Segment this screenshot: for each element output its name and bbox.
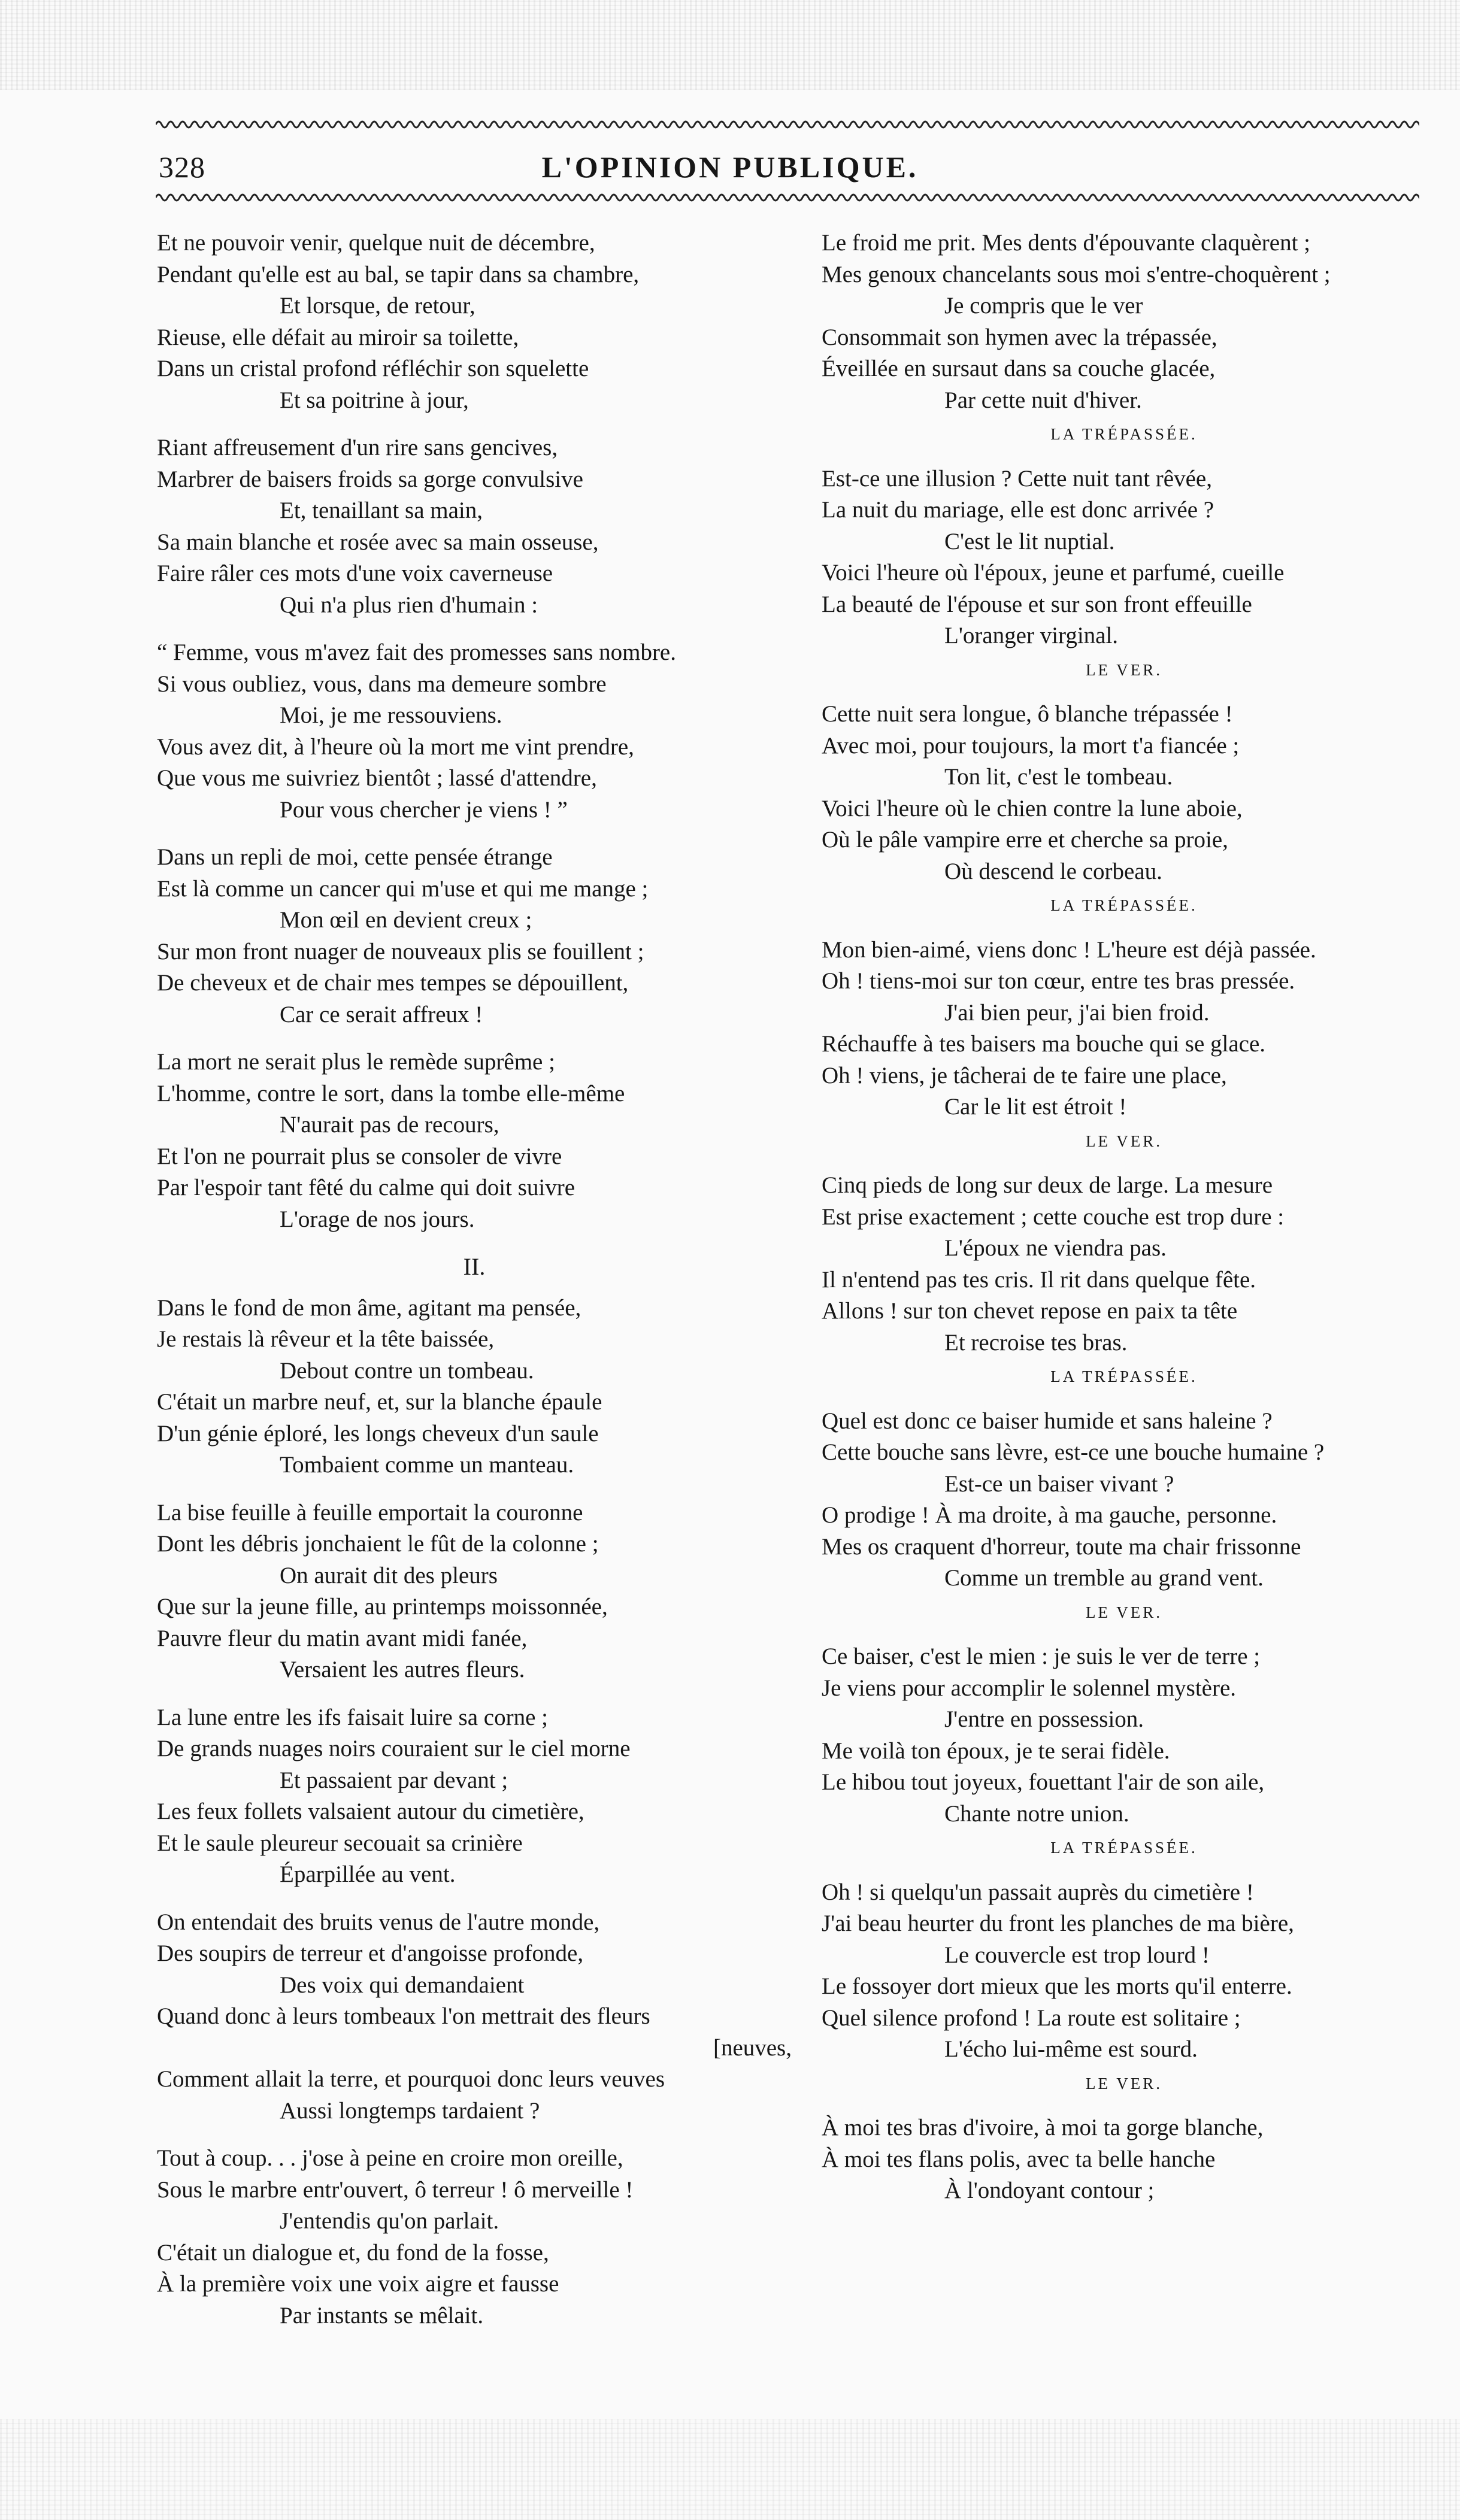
verse-line: Je viens pour accomplir le solennel mystère. [822, 1675, 1237, 1701]
verse-line: D'un génie éploré, les longs cheveux d'un saule [157, 1420, 599, 1447]
stanza [157, 1702, 792, 1891]
verse-line: Sur mon front nuager de nouveaux plis se fouillent ; [157, 938, 644, 965]
speaker-heading: LE VER. [1086, 1603, 1162, 1621]
header-wavy-rule-top [156, 117, 1419, 132]
verse-line: Allons ! sur ton chevet repose en paix ta tête [822, 1298, 1238, 1324]
stanza [822, 1877, 1426, 2066]
verse-line: Comment allait la terre, et pourquoi donc leurs veuves [157, 2066, 665, 2092]
verse-line: Rieuse, elle défait au miroir sa toilette, [157, 324, 519, 350]
verse-line: Voici l'heure où le chien contre la lune aboie, [822, 795, 1243, 821]
stanza [157, 432, 792, 621]
stanza [157, 228, 792, 416]
verse-line: Éveillée en sursaut dans sa couche glacée, [822, 356, 1216, 381]
verse-line: La bise feuille à feuille emportait la couronne [157, 1499, 583, 1526]
verse-line: Et sa poitrine à jour, [280, 387, 469, 413]
speaker-heading: LE VER. [1086, 660, 1162, 679]
verse-line: À la première voix une voix aigre et fausse [157, 2271, 559, 2297]
verse-line: Quel est donc ce baiser humide et sans haleine ? [822, 1408, 1273, 1434]
verse-line: Où descend le corbeau. [944, 858, 1162, 884]
verse-line: Dont les débris jonchaient le fût de la colonne ; [157, 1531, 599, 1557]
verse-line: Qui n'a plus rien d'humain : [280, 592, 538, 618]
verse-line: Mon bien-aimé, viens donc ! L'heure est déjà passée. [822, 936, 1316, 963]
verse-line: Dans un repli de moi, cette pensée étrange [157, 844, 553, 870]
stanza [157, 1907, 792, 2127]
verse-line: O prodige ! À ma droite, à ma gauche, personne. [822, 1502, 1277, 1528]
verse-line: Des soupirs de terreur et d'angoisse profonde, [157, 1940, 584, 1966]
verse-line: Sous le marbre entr'ouvert, ô terreur ! ô merveille ! [157, 2176, 634, 2203]
header-wavy-rule-bottom [156, 190, 1419, 205]
verse-line: Oh ! viens, je tâcherai de te faire une place, [822, 1062, 1227, 1088]
stanza [157, 2143, 792, 2331]
verse-line: Le froid me prit. Mes dents d'épouvante claquèrent ; [822, 230, 1311, 256]
verse-line: Me voilà ton époux, je te serai fidèle. [822, 1737, 1170, 1764]
verse-line: L'homme, contre le sort, dans la tombe elle-même [157, 1080, 625, 1106]
poem-column-right [822, 228, 1426, 2223]
page-number: 328 [159, 150, 205, 184]
verse-line: Cette bouche sans lèvre, est-ce une bouche humaine ? [822, 1439, 1325, 1465]
verse-line: Voici l'heure où l'époux, jeune et parfumé, cueille [822, 560, 1285, 586]
verse-line: Debout contre un tombeau. [280, 1357, 534, 1384]
verse-line: Aussi longtemps tardaient ? [280, 2097, 540, 2124]
verse-line: Avec moi, pour toujours, la mort t'a fiancée ; [822, 732, 1240, 759]
verse-line: Que vous me suivriez bientôt ; lassé d'attendre, [157, 765, 597, 791]
verse-line: Car le lit est étroit ! [944, 1094, 1127, 1120]
verse-line: Sa main blanche et rosée avec sa main osseuse, [157, 529, 599, 555]
verse-line: [neuves, [713, 2034, 792, 2061]
verse-line: Si vous oubliez, vous, dans ma demeure sombre [157, 671, 607, 697]
verse-line: J'ai bien peur, j'ai bien froid. [944, 999, 1210, 1026]
verse-line: Cette nuit sera longue, ô blanche trépassée ! [822, 701, 1233, 727]
verse-line: Quand donc à leurs tombeaux l'on mettrait des fleurs [157, 2003, 650, 2029]
stanza [822, 463, 1426, 652]
verse-line: Éparpillée au vent. [280, 1861, 456, 1887]
verse-line: “ Femme, vous m'avez fait des promesses sans nombre. [157, 639, 676, 665]
verse-line: Que sur la jeune fille, au printemps moissonnée, [157, 1594, 608, 1620]
verse-line: On entendait des bruits venus de l'autre monde, [157, 1909, 600, 1935]
verse-line: La beauté de l'épouse et sur son front effeuille [822, 591, 1252, 617]
verse-line: Comme un tremble au grand vent. [944, 1565, 1264, 1591]
verse-line: Consommait son hymen avec la trépassée, [822, 324, 1217, 350]
stanza [822, 2112, 1426, 2207]
verse-line: Tombaient comme un manteau. [280, 1452, 574, 1478]
verse-line: Les feux follets valsaient autour du cimetière, [157, 1799, 584, 1824]
stanza [157, 1497, 792, 1686]
section-number: II. [463, 1253, 486, 1280]
verse-line: Pauvre fleur du matin avant midi fanée, [157, 1625, 528, 1651]
verse-line: Cinq pieds de long sur deux de large. La mesure [822, 1172, 1273, 1198]
verse-line: J'entendis qu'on parlait. [280, 2208, 499, 2234]
verse-line: Oh ! tiens-moi sur ton cœur, entre tes bras pressée. [822, 968, 1295, 994]
stanza [822, 1170, 1426, 1358]
verse-line: Est là comme un cancer qui m'use et qui me mange ; [157, 875, 649, 902]
verse-line: Et, tenaillant sa main, [280, 498, 483, 523]
verse-line: Et lorsque, de retour, [280, 293, 475, 319]
verse-line: Dans le fond de mon âme, agitant ma pensée, [157, 1294, 581, 1321]
verse-line: C'était un dialogue et, du fond de la fosse, [157, 2239, 549, 2266]
verse-line: Pendant qu'elle est au bal, se tapir dans sa chambre, [157, 261, 640, 287]
verse-line: Est prise exactement ; cette couche est trop dure : [822, 1203, 1285, 1230]
verse-line: Vous avez dit, à l'heure où la mort me vint prendre, [157, 733, 634, 760]
verse-line: Le hibou tout joyeux, fouettant l'air de son aile, [822, 1769, 1265, 1795]
stanza [157, 637, 792, 826]
speaker-heading: LE VER. [1086, 1132, 1162, 1150]
verse-line: Ce baiser, c'est le mien : je suis le ver de terre ; [822, 1643, 1261, 1669]
verse-line: Mes os craquent d'horreur, toute ma chair frissonne [822, 1533, 1301, 1560]
stanza [157, 1047, 792, 1235]
verse-line: J'entre en possession. [944, 1706, 1144, 1732]
verse-line: Ton lit, c'est le tombeau. [944, 764, 1173, 790]
verse-line: À l'ondoyant contour ; [944, 2178, 1155, 2203]
verse-line: Par cette nuit d'hiver. [944, 387, 1142, 413]
speaker-heading: LA TRÉPASSÉE. [1050, 1839, 1198, 1857]
verse-line: Le fossoyer dort mieux que les morts qu'il enterre. [822, 1973, 1292, 1999]
verse-line: Quel silence profond ! La route est solitaire ; [822, 2005, 1241, 2031]
verse-line: Mes genoux chancelants sous moi s'entre-choquèrent ; [822, 261, 1331, 287]
verse-line: De grands nuages noirs couraient sur le ciel morne [157, 1736, 631, 1761]
page-edge-texture-top [0, 0, 1460, 90]
verse-line: Il n'entend pas tes cris. Il rit dans quelque fête. [822, 1266, 1256, 1293]
verse-line: Faire râler ces mots d'une voix caverneuse [157, 560, 553, 586]
verse-line: L'époux ne viendra pas. [944, 1235, 1167, 1261]
verse-line: L'oranger virginal. [944, 623, 1119, 648]
verse-line: Est-ce une illusion ? Cette nuit tant rêvée, [822, 465, 1212, 492]
verse-line: C'est le lit nuptial. [944, 528, 1115, 554]
verse-line: Marbrer de baisers froids sa gorge convulsive [157, 466, 583, 492]
stanza [822, 1406, 1426, 1594]
stanza [822, 228, 1426, 416]
verse-line: Et passaient par devant ; [280, 1767, 508, 1793]
verse-line: On aurait dit des pleurs [280, 1562, 498, 1588]
journal-title: L'OPINION PUBLIQUE. [541, 150, 919, 184]
verse-line: De cheveux et de chair mes tempes se dépouillent, [157, 970, 629, 996]
verse-line: N'aurait pas de recours, [280, 1112, 499, 1138]
verse-line: Où le pâle vampire erre et cherche sa proie, [822, 827, 1228, 853]
verse-line: Oh ! si quelqu'un passait auprès du cimetière ! [822, 1879, 1254, 1905]
verse-line: Versaient les autres fleurs. [280, 1657, 525, 1682]
verse-line: Et le saule pleureur secouait sa crinière [157, 1830, 523, 1856]
verse-line: Des voix qui demandaient [280, 1972, 525, 1998]
speaker-heading: LA TRÉPASSÉE. [1050, 896, 1198, 914]
verse-line: La nuit du mariage, elle est donc arrivée ? [822, 497, 1214, 523]
verse-line: À moi tes flans polis, avec ta belle hanche [822, 2146, 1216, 2172]
verse-line: Dans un cristal profond réfléchir son squelette [157, 356, 589, 381]
stanza [822, 699, 1426, 887]
verse-line: J'ai beau heurter du front les planches de ma bière, [822, 1911, 1294, 1936]
speaker-heading: LA TRÉPASSÉE. [1050, 1367, 1198, 1385]
verse-line: Mon œil en devient creux ; [280, 907, 532, 933]
verse-line: C'était un marbre neuf, et, sur la blanche épaule [157, 1389, 602, 1415]
verse-line: Par instants se mêlait. [280, 2302, 484, 2328]
verse-line: À moi tes bras d'ivoire, à moi ta gorge blanche, [822, 2115, 1264, 2140]
verse-line: Je compris que le ver [944, 293, 1143, 319]
stanza [822, 1641, 1426, 1830]
verse-line: Est-ce un baiser vivant ? [944, 1470, 1174, 1497]
verse-line: Et l'on ne pourrait plus se consoler de vivre [157, 1143, 562, 1169]
stanza [822, 935, 1426, 1123]
verse-line: Je restais là rêveur et la tête baissée, [157, 1326, 495, 1352]
verse-line: L'écho lui-même est sourd. [944, 2036, 1198, 2062]
verse-line: Tout à coup. . . j'ose à peine en croire mon oreille, [157, 2145, 623, 2171]
verse-line: Car ce serait affreux ! [280, 1001, 483, 1027]
page-edge-texture-bottom [0, 2419, 1460, 2520]
poem-column-left [157, 228, 792, 2348]
verse-line: L'orage de nos jours. [280, 1206, 475, 1232]
verse-line: La mort ne serait plus le remède suprême ; [157, 1049, 555, 1075]
verse-line: Chante notre union. [944, 1800, 1129, 1827]
verse-line: La lune entre les ifs faisait luire sa corne ; [157, 1704, 548, 1730]
verse-line: Moi, je me ressouviens. [280, 702, 502, 728]
verse-line: Réchauffe à tes baisers ma bouche qui se glace. [822, 1031, 1266, 1057]
verse-line: Riant affreusement d'un rire sans gencives, [157, 435, 558, 460]
verse-line: Pour vous chercher je viens ! ” [280, 796, 568, 823]
speaker-heading: LE VER. [1086, 2074, 1162, 2093]
verse-line: Le couvercle est trop lourd ! [944, 1942, 1210, 1968]
verse-line: Par l'espoir tant fêté du calme qui doit suivre [157, 1175, 575, 1200]
verse-line: Et recroise tes bras. [944, 1329, 1128, 1355]
speaker-heading: LA TRÉPASSÉE. [1050, 425, 1198, 443]
stanza [157, 1293, 792, 1481]
verse-line: Et ne pouvoir venir, quelque nuit de décembre, [157, 230, 595, 256]
stanza [157, 842, 792, 1030]
